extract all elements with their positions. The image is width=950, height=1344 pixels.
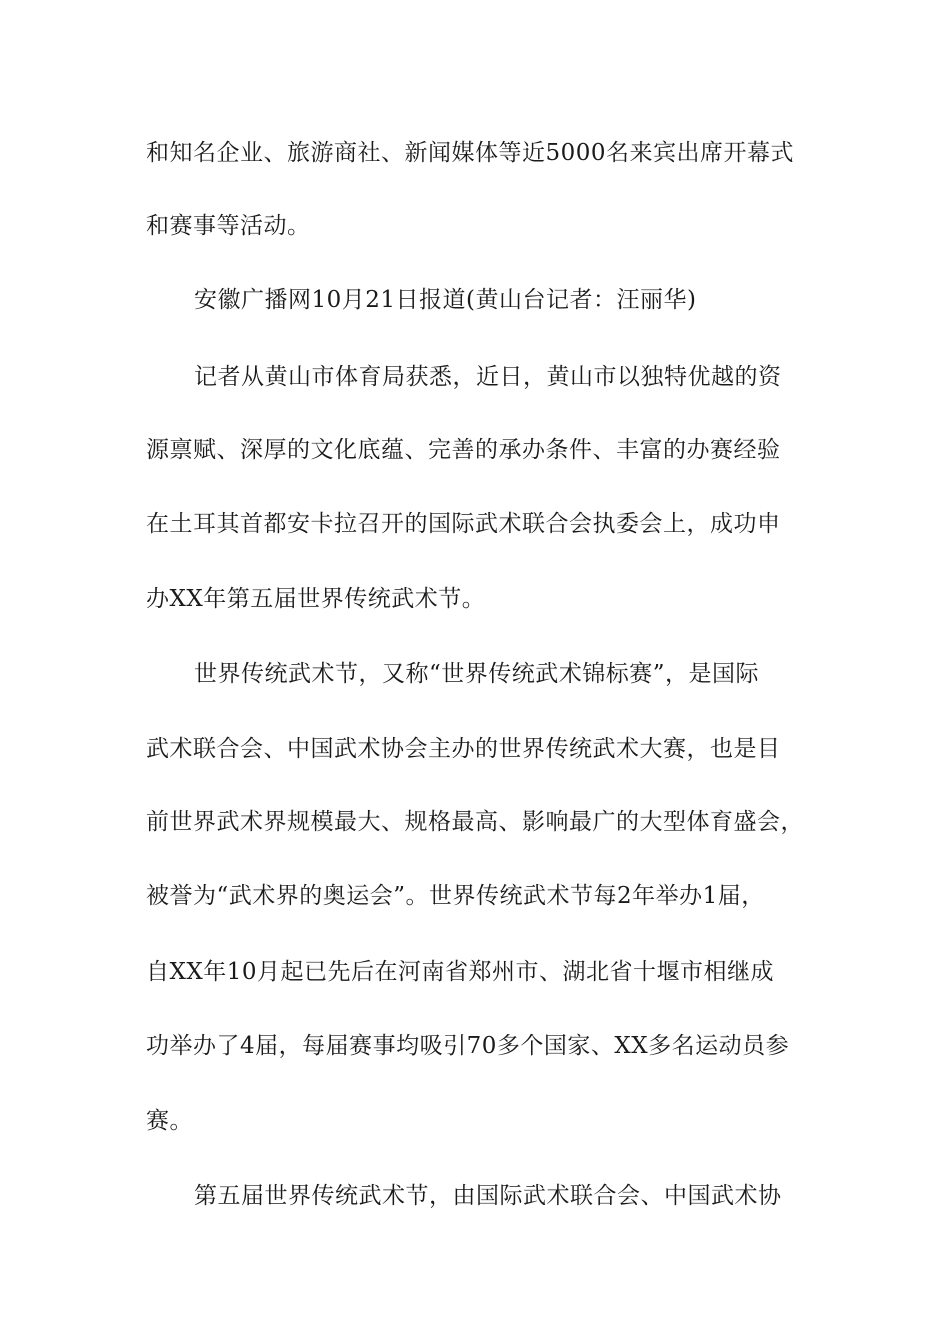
paragraph-line: 和赛事等活动。 [146,213,311,239]
paragraph-line: 记者从黄山市体育局获悉，近日，黄山市以独特优越的资 [194,364,782,390]
paragraph-line: 自XX年10月起已先后在河南省郑州市、湖北省十堰市相继成 [146,959,775,985]
paragraph-line: 办XX年第五届世界传统武术节。 [146,586,486,612]
paragraph-line: 在土耳其首都安卡拉召开的国际武术联合会执委会上，成功申 [146,511,781,537]
paragraph-line: 第五届世界传统武术节，由国际武术联合会、中国武术协 [194,1183,782,1209]
paragraph-line: 前世界武术界规模最大、规格最高、影响最广的大型体育盛会， [146,809,804,835]
paragraph-line: 赛。 [146,1108,193,1134]
paragraph-line: 和知名企业、旅游商社、新闻媒体等近5000名来宾出席开幕式 [146,140,795,166]
paragraph-line: 被誉为“武术界的奥运会”。世界传统武术节每2年举办1届， [146,883,765,909]
paragraph-line: 源禀赋、深厚的文化底蕴、完善的承办条件、丰富的办赛经验 [146,437,781,463]
paragraph-line: 武术联合会、中国武术协会主办的世界传统武术大赛，也是目 [146,736,781,762]
paragraph-line: 世界传统武术节，又称“世界传统武术锦标赛”，是国际 [194,661,760,687]
paragraph-line: 功举办了4届，每届赛事均吸引70多个国家、XX多名运动员参 [146,1033,790,1059]
report-byline: 安徽广播网10月21日报道(黄山台记者：汪丽华) [194,287,697,313]
